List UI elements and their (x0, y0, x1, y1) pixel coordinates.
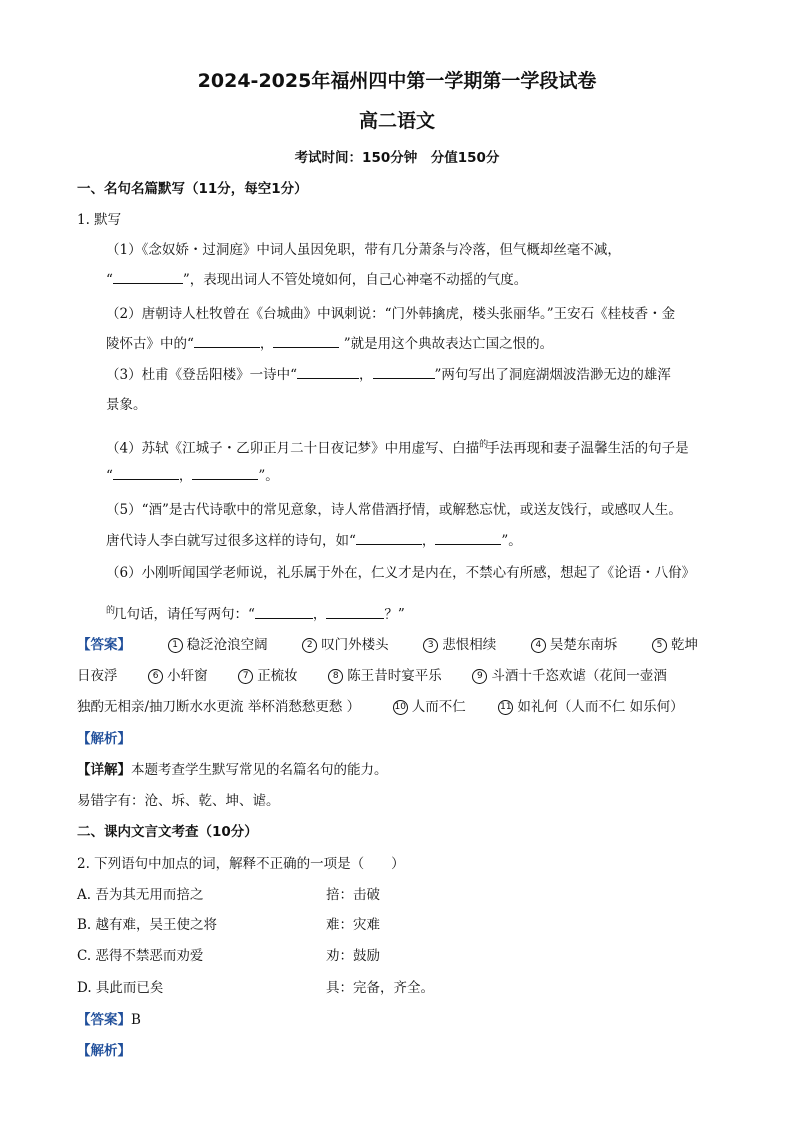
option-d-explanation: 具：完备，齐全。 (326, 980, 434, 996)
error-words: 易错字有：沧、坼、乾、坤、谑。 (77, 793, 280, 809)
q2-stem: 2. 下列语句中加点的词，解释不正确的一项是（ ） (77, 856, 405, 872)
emphasis-dot: 的 (106, 606, 116, 616)
answer-item: 独酌无相亲/抽刀断水水更流 举杯消愁愁更愁 ） (77, 699, 361, 715)
answer-label: 【答案】 (77, 637, 131, 653)
answer-blank[interactable] (297, 366, 359, 379)
answer-number: 5 (652, 638, 667, 653)
exam-info: 考试时间：150分钟 分值150分 (294, 150, 500, 166)
answer-number: 6 (148, 669, 163, 684)
answer-item: 斗酒十千恣欢谑（花间一壶酒 (491, 668, 667, 684)
analysis-label: 【解析】 (77, 731, 131, 747)
option-text: C. 恶得不禁恶而劝爱 (77, 948, 204, 964)
option-b[interactable] (77, 916, 217, 934)
text: “ (106, 468, 113, 484)
answer-item: 陈王昔时宴平乐 (347, 668, 442, 684)
detail-label: 【详解】 (77, 762, 131, 778)
q1-2-line-a: （2）唐朝诗人杜牧曾在《台城曲》中讽刺说：“门外韩擒虎，楼头张丽华。”王安石《桂枝香・金 (106, 306, 676, 322)
answer-item: 乾坤 (670, 637, 698, 653)
text: ”，表现出词人不管处境如何，自己心神毫不动摇的气度。 (182, 272, 528, 288)
text: “ (106, 272, 113, 288)
option-c-explanation: 劝：鼓励 (326, 948, 380, 964)
option-text: A. 吾为其无用而掊之 (77, 887, 204, 903)
text: ， (312, 606, 327, 623)
option-text: D. 具此而已矣 (77, 980, 164, 996)
answer-value: B (131, 1012, 141, 1028)
text: ”两句写出了洞庭湖烟波浩渺无边的雄浑 (434, 367, 671, 383)
answer-blank[interactable] (435, 532, 501, 545)
answer-blank[interactable] (194, 335, 260, 348)
section2-heading: 二、课内文言文考查（10分） (77, 824, 258, 840)
section1-heading: 一、名句名篇默写（11分，每空1分） (77, 181, 308, 197)
answer-number: 7 (238, 669, 253, 684)
q1-1-line-b (106, 271, 527, 289)
option-c[interactable] (77, 947, 203, 965)
text: ”就是用这个典故表达亡国之恨的。 (339, 336, 554, 352)
emphasis-dot: 的 (479, 440, 489, 450)
text: 几句话，请任写两句：“ (113, 606, 255, 623)
q2-analysis-label: 【解析】 (77, 1043, 131, 1059)
option-text: B. 越有难，吴王使之将 (77, 917, 218, 933)
answer-number: 4 (531, 638, 546, 653)
answer-item: 人而不仁 (411, 699, 466, 715)
text: ， (421, 533, 436, 549)
answer-item: 日夜浮 (77, 668, 118, 684)
answer1-line-3 (77, 698, 684, 716)
answer-item: 如礼何（人而不仁 如乐何） (517, 699, 684, 715)
answer-blank[interactable] (113, 271, 183, 284)
text: （4）苏轼《江城子・乙卯正月二十日夜记梦》中用虚写、白描 (106, 440, 480, 457)
answer-blank[interactable] (273, 335, 339, 348)
q2-answer (77, 1011, 141, 1029)
text: ？” (384, 606, 405, 623)
answer-blank[interactable] (192, 467, 258, 480)
q1-5-line-a: （5）“酒”是古代诗歌中的常见意象，诗人常借酒抒情，或解愁忘忧，或送友饯行，或感叹人生。 (106, 502, 682, 518)
answer-item: 小轩窗 (167, 668, 208, 684)
text: ”。 (258, 468, 279, 484)
q1-2-line-b (106, 335, 553, 353)
answer-number: 10 (393, 700, 408, 715)
q1-3-line-a (106, 366, 671, 384)
text: ， (259, 336, 274, 352)
q1-6-line-b (106, 602, 405, 624)
q1-1-line-a: （1）《念奴娇・过洞庭》中词人虽因免职，带有几分萧条与冷落，但气概却丝毫不减， (106, 242, 621, 258)
answer1-line-1 (77, 636, 698, 654)
text: ， (178, 468, 193, 484)
answer-blank[interactable] (255, 606, 313, 619)
q1-5-line-b (106, 532, 522, 550)
q1-4-line-a (106, 436, 689, 458)
text: 手法再现和妻子温馨生活的句子是 (486, 440, 689, 457)
answer-number: 11 (498, 700, 513, 715)
option-d[interactable] (77, 979, 163, 997)
q1-3-line-b: 景象。 (106, 397, 147, 413)
text: 唐代诗人李白就写过很多这样的诗句，如“ (106, 533, 356, 549)
answer-item: 吴楚东南坼 (549, 637, 618, 653)
answer-item: 稳泛沧浪空阔 (186, 637, 268, 653)
answer-blank[interactable] (113, 467, 179, 480)
option-b-explanation: 难：灾难 (326, 917, 380, 933)
q1-label: 1. 默写 (77, 212, 122, 228)
answer-blank[interactable] (373, 366, 435, 379)
answer-number: 2 (302, 638, 317, 653)
text: 陵怀古》中的“ (106, 336, 194, 352)
answer-blank[interactable] (326, 606, 384, 619)
answer-number: 8 (328, 669, 343, 684)
answer1-line-2 (77, 667, 667, 685)
answer-item: 叹门外楼头 (321, 637, 389, 653)
answer-item: 正梳妆 (257, 668, 298, 684)
detail-line (77, 761, 388, 779)
text: ， (359, 367, 373, 383)
detail-text: 本题考查学生默写常见的名篇名句的能力。 (131, 762, 388, 778)
option-a-explanation: 掊：击破 (326, 887, 380, 903)
option-a[interactable] (77, 886, 203, 904)
exam-title: 2024-2025年福州四中第一学期第一学段试卷 (197, 70, 597, 92)
answer-number: 3 (423, 638, 438, 653)
q1-6-line-a: （6）小刚听闻国学老师说，礼乐属于外在，仁义才是内在，不禁心有所感，想起了《论语・八佾》 (106, 565, 696, 581)
answer-number: 1 (168, 638, 183, 653)
q1-4-line-b (106, 467, 279, 485)
answer-item: 悲恨相续 (442, 637, 497, 653)
answer-number: 9 (472, 669, 487, 684)
text: ”。 (501, 533, 522, 549)
answer-label: 【答案】 (77, 1012, 131, 1028)
text: （3）杜甫《登岳阳楼》一诗中“ (106, 367, 297, 383)
answer-blank[interactable] (356, 532, 422, 545)
subject-title: 高二语文 (358, 110, 435, 132)
